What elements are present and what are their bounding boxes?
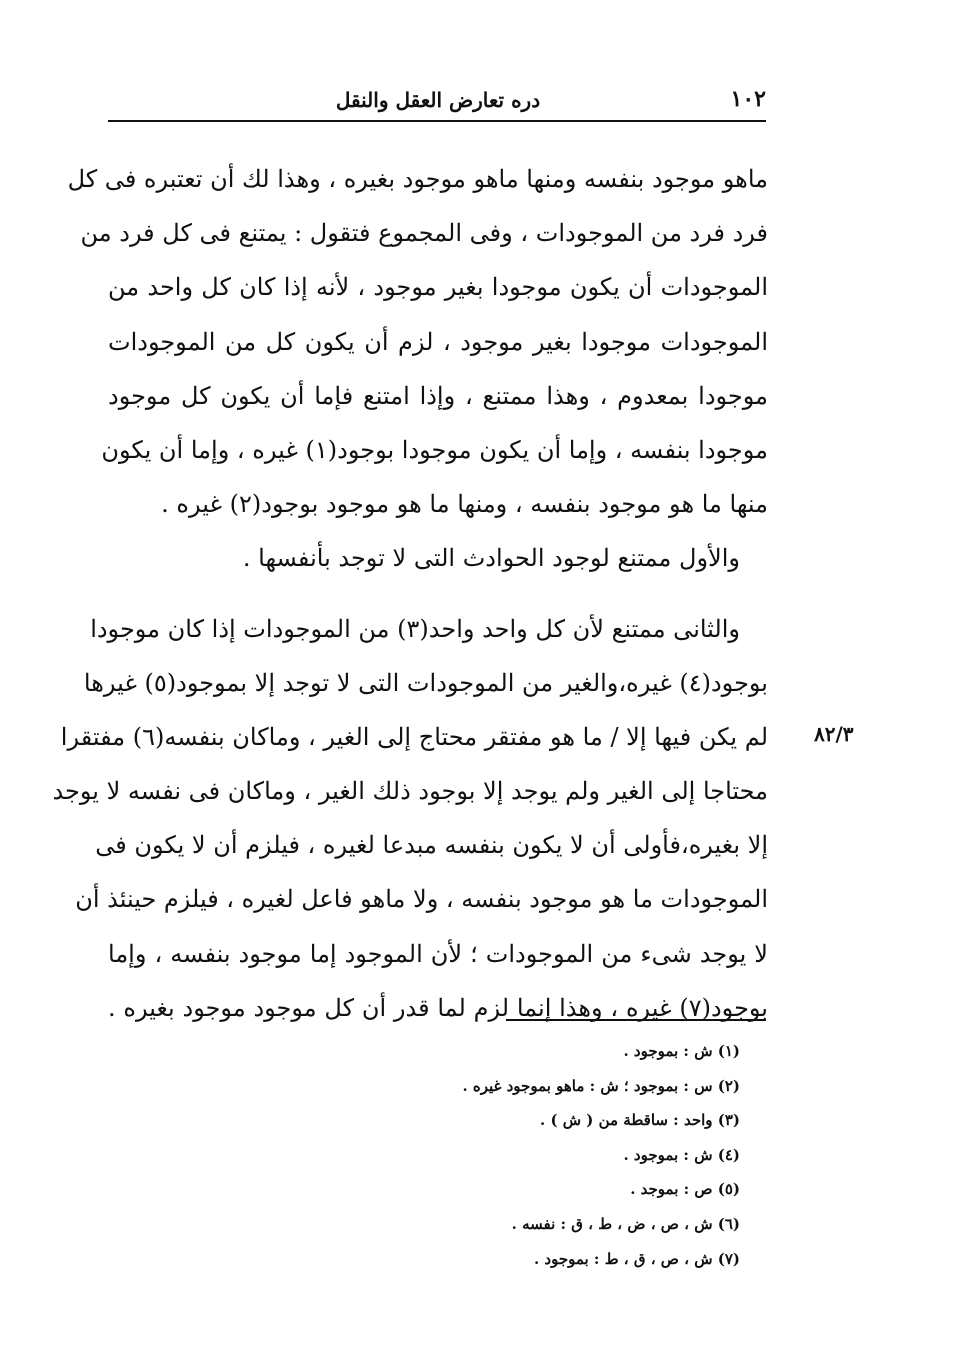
body-line: الموجودات موجودا بغير موجود ، لزم أن يكون كل من الموجودات <box>108 327 768 356</box>
body-line: موجودا بنفسه ، وإما أن يكون موجودا بوجود(١) غيره ، وإما أن يكون <box>101 435 768 464</box>
body-line: والثانى ممتنع لأن كل واحد واحد(٣) من الموجودات إذا كان موجودا <box>90 614 740 643</box>
page-header <box>108 86 766 122</box>
footnotes <box>260 1034 740 1276</box>
body-line: موجودا بمعدوم ، وهذا ممتنع ، وإذا امتنع فإما أن يكون كل موجود <box>108 381 768 410</box>
footnote: (٤) ش : بموجود . <box>623 1145 740 1164</box>
footnote: (٧) ش ، ص ، ق ، ط : بموجود . <box>533 1249 740 1268</box>
footnote: (٦) ش ، ص ، ض ، ط ، ق : نفسه . <box>511 1214 740 1233</box>
body-line: فرد فرد من الموجودات ، وفى المجموع فتقول : يمتنع فى كل فرد من <box>80 219 768 248</box>
body-text <box>52 152 768 1035</box>
body-line: إلا بغيره،فأولى أن لا يكون بنفسه مبدعا لغيره ، فيلزم أن لا يكون فى <box>95 831 768 860</box>
body-line: بوجود(٧) غيره ، وهذا إنما لزم لما قدر أن كل موجود موجود بغيره . <box>108 993 768 1022</box>
running-title: دره تعارض العقل والنقل <box>335 88 541 112</box>
body-line: الموجودات ما هو موجود بنفسه ، ولا ماهو فاعل لغيره ، فيلزم حينئذ أن <box>75 885 768 914</box>
footnote: (٢) س : بموجود ؛ ش : ماهو بموجود غيره . <box>462 1076 740 1095</box>
body-line: بوجود(٤) غيره،والغير من الموجودات التى لا توجد إلا بموجود(٥) غيرها <box>83 668 768 697</box>
footnote: (١) ش : بموجود . <box>623 1042 740 1060</box>
body-line: الموجودات أن يكون موجودا بغير موجود ، لأنه إذا كان كل واحد من <box>108 273 768 302</box>
footnote-divider <box>506 1019 766 1021</box>
body-line: والأول ممتنع لوجود الحوادث التى لا توجد بأنفسها . <box>242 544 740 573</box>
body-line: ماهو موجود بنفسه ومنها ماهو موجود بغيره ، وهذا لك أن تعتبره فى كل <box>67 165 768 193</box>
paragraph-gap <box>108 586 768 602</box>
footnote: (٥) ص : بموجد . <box>630 1180 740 1199</box>
body-line: لا يوجد شىء من الموجودات ؛ لأن الموجود إما موجود بنفسه ، وإما <box>108 939 768 968</box>
page-number: ١٠٢ <box>730 86 766 112</box>
footnote: (٣) واحد : ساقطة من ( ش ) . <box>540 1111 740 1130</box>
margin-reference: ٨٢/٣ <box>814 722 854 746</box>
body-line: لم يكن فيها إلا / ما هو مفتقر محتاج إلى الغير ، وماكان بنفسه(٦) مفتقرا <box>60 722 768 751</box>
body-line: منها ما هو موجود بنفسه ، ومنها ما هو موجود بوجود(٢) غيره . <box>161 490 768 519</box>
body-line: محتاجا إلى الغير ولم يوجد إلا بوجود ذلك الغير ، وماكان فى نفسه لا يوجد <box>52 777 768 806</box>
